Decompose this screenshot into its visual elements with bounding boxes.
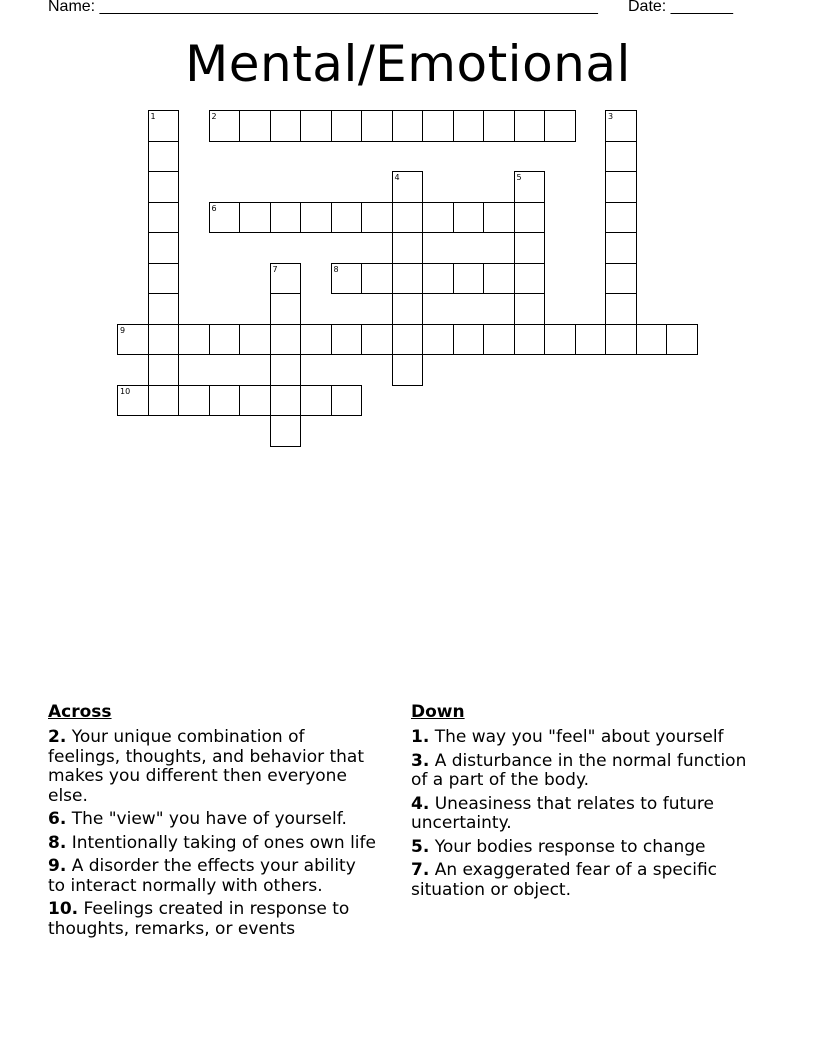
crossword-cell[interactable]: [575, 324, 607, 356]
clue-number: 5.: [411, 836, 430, 857]
clue-number-label: 7: [272, 264, 278, 274]
crossword-cell[interactable]: [239, 202, 271, 234]
crossword-cell[interactable]: [270, 324, 302, 356]
crossword-grid: [0, 0, 816, 460]
crossword-cell[interactable]: [392, 202, 424, 234]
crossword-cell[interactable]: [514, 202, 546, 234]
crossword-cell[interactable]: [453, 324, 485, 356]
date-field-label: Date: _______: [628, 0, 733, 15]
crossword-cell[interactable]: [148, 354, 180, 386]
across-clue: [48, 728, 378, 806]
crossword-cell[interactable]: [392, 354, 424, 386]
crossword-cell[interactable]: [605, 202, 637, 234]
crossword-cell[interactable]: [422, 110, 454, 142]
name-field-label: Name: ________________________________________________________: [48, 0, 598, 15]
crossword-cell[interactable]: [361, 110, 393, 142]
crossword-cell[interactable]: [331, 110, 363, 142]
crossword-cell[interactable]: [422, 202, 454, 234]
crossword-cell[interactable]: [605, 171, 637, 203]
down-clues: [411, 703, 751, 904]
clue-number-label: 1: [150, 112, 156, 121]
clue-number-label: 8: [333, 264, 339, 274]
clue-number-label: 2: [211, 112, 217, 121]
crossword-cell[interactable]: [605, 141, 637, 173]
crossword-cell[interactable]: [117, 324, 149, 356]
crossword-cell[interactable]: [209, 385, 241, 417]
across-clue: [48, 900, 378, 939]
crossword-cell[interactable]: [270, 385, 302, 417]
clue-number: 2.: [48, 727, 67, 747]
crossword-cell[interactable]: [514, 324, 546, 356]
crossword-cell[interactable]: [300, 202, 332, 234]
crossword-cell[interactable]: [148, 385, 180, 417]
crossword-cell[interactable]: [422, 263, 454, 295]
crossword-cell[interactable]: [392, 263, 424, 295]
crossword-cell[interactable]: [514, 171, 546, 203]
across-clues: [48, 703, 378, 943]
clue-text: An exaggerated fear of a specific situation or object.: [411, 860, 718, 900]
crossword-cell[interactable]: [178, 324, 210, 356]
clue-text: Your bodies response to change: [434, 836, 706, 857]
down-clue: [411, 838, 751, 858]
crossword-cell[interactable]: [209, 324, 241, 356]
crossword-cell[interactable]: [483, 263, 515, 295]
crossword-cell[interactable]: [239, 110, 271, 142]
page-title: Mental/Emotional: [185, 35, 631, 93]
crossword-cell[interactable]: [300, 385, 332, 417]
clue-number-label: 10: [120, 386, 131, 396]
clue-number: 10.: [48, 899, 79, 919]
crossword-cell[interactable]: [605, 232, 637, 264]
clue-number: 1.: [411, 727, 430, 747]
crossword-cell[interactable]: [148, 110, 180, 142]
clue-text: The "view" you have of yourself.: [71, 809, 347, 829]
clue-number-label: 4: [394, 173, 400, 182]
crossword-cell[interactable]: [209, 202, 241, 234]
crossword-cell[interactable]: [270, 202, 302, 234]
clue-text: A disturbance in the normal function of a part of the body.: [411, 750, 747, 790]
crossword-cell[interactable]: [239, 324, 271, 356]
clue-number-label: 6: [211, 203, 217, 213]
clue-text: Uneasiness that relates to future uncertainty.: [411, 793, 714, 833]
crossword-cell[interactable]: [361, 324, 393, 356]
crossword-cell[interactable]: [605, 110, 637, 142]
crossword-cell[interactable]: [453, 263, 485, 295]
crossword-cell[interactable]: [331, 202, 363, 234]
crossword-cell[interactable]: [300, 324, 332, 356]
clue-text: Intentionally taking of ones own life: [71, 832, 376, 853]
crossword-cell[interactable]: [483, 202, 515, 234]
clue-number: 7.: [411, 860, 430, 880]
crossword-cell[interactable]: [270, 263, 302, 295]
crossword-cell[interactable]: [148, 324, 180, 356]
crossword-cell[interactable]: [209, 110, 241, 142]
clue-text: Feelings created in response to thoughts, remarks, or events: [48, 899, 350, 939]
crossword-cell[interactable]: [178, 385, 210, 417]
clue-number-label: 9: [120, 325, 126, 335]
crossword-cell[interactable]: [392, 324, 424, 356]
crossword-cell[interactable]: [148, 202, 180, 234]
crossword-cell[interactable]: [392, 232, 424, 264]
across-clue: [48, 810, 378, 830]
across-clue: [48, 834, 378, 854]
crossword-cell[interactable]: [392, 110, 424, 142]
down-clue: [411, 752, 751, 791]
crossword-cell[interactable]: [453, 110, 485, 142]
crossword-cell[interactable]: [270, 354, 302, 386]
crossword-cell[interactable]: [483, 110, 515, 142]
crossword-cell[interactable]: [148, 141, 180, 173]
down-clue: [411, 861, 751, 900]
down-heading: Down: [411, 702, 465, 722]
crossword-cell[interactable]: [148, 293, 180, 325]
clue-number-label: 5: [516, 173, 522, 182]
crossword-cell[interactable]: [392, 293, 424, 325]
crossword-cell[interactable]: [605, 324, 637, 356]
clue-number-label: 3: [608, 112, 614, 121]
crossword-cell[interactable]: [270, 293, 302, 325]
crossword-cell[interactable]: [331, 385, 363, 417]
across-heading: Across: [48, 702, 112, 722]
crossword-cell[interactable]: [300, 110, 332, 142]
down-clue: [411, 795, 751, 834]
clue-number: 4.: [411, 793, 430, 814]
clue-number: 6.: [48, 809, 67, 829]
crossword-cell[interactable]: [270, 110, 302, 142]
crossword-cell[interactable]: [514, 263, 546, 295]
down-clue: [411, 728, 751, 748]
clue-text: A disorder the effects your ability to interact normally with others.: [48, 856, 356, 896]
crossword-cell[interactable]: [331, 263, 363, 295]
crossword-cell[interactable]: [605, 293, 637, 325]
crossword-cell[interactable]: [483, 324, 515, 356]
across-clue: [48, 857, 378, 896]
clue-number: 3.: [411, 750, 430, 771]
crossword-cell[interactable]: [453, 202, 485, 234]
crossword-cell[interactable]: [514, 110, 546, 142]
crossword-cell[interactable]: [422, 324, 454, 356]
crossword-cell[interactable]: [239, 385, 271, 417]
clue-text: Your unique combination of feelings, thoughts, and behavior that makes you different then everyone else.: [48, 727, 365, 806]
crossword-cell[interactable]: [514, 232, 546, 264]
crossword-cell[interactable]: [636, 324, 668, 356]
crossword-cell[interactable]: [117, 385, 149, 417]
crossword-cell[interactable]: [331, 324, 363, 356]
clue-number: 8.: [48, 832, 67, 853]
crossword-cell[interactable]: [148, 232, 180, 264]
crossword-cell[interactable]: [270, 415, 302, 447]
crossword-cell[interactable]: [544, 110, 576, 142]
clue-number: 9.: [48, 856, 67, 876]
clue-text: The way you "feel" about yourself: [434, 727, 724, 747]
crossword-cell[interactable]: [148, 263, 180, 295]
crossword-cell[interactable]: [392, 171, 424, 203]
crossword-cell[interactable]: [544, 324, 576, 356]
crossword-cell[interactable]: [361, 202, 393, 234]
crossword-cell[interactable]: [361, 263, 393, 295]
crossword-cell[interactable]: [605, 263, 637, 295]
crossword-cell[interactable]: [514, 293, 546, 325]
crossword-cell[interactable]: [666, 324, 698, 356]
crossword-cell[interactable]: [148, 171, 180, 203]
